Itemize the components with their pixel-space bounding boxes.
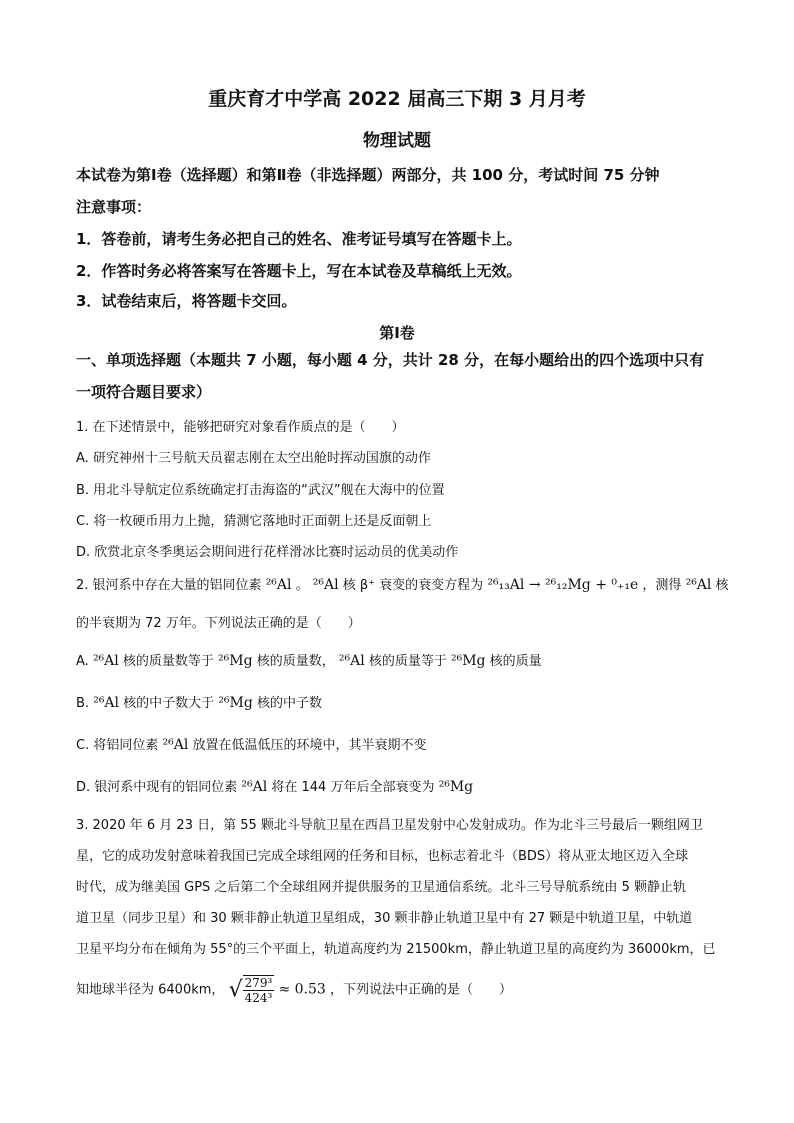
question-1-option-c: C. 将一枚硬币用力上抛，猜测它落地时正面朝上还是反面朝上 xyxy=(76,514,432,529)
q2-decay-equation: ²⁶₁₃Al → ²⁶₁₂Mg + ⁰₊₁e xyxy=(487,577,639,593)
question-2-stem-line-1 xyxy=(76,574,729,593)
q2-formula-al26-c: ²⁶Al xyxy=(685,577,712,593)
question-3-line-2: 星，它的成功发射意味着我国已完成全球组网的任务和目标，也标志着北斗（BDS）将从亚太地区迈入全球 xyxy=(76,849,689,864)
section-title: 第Ⅰ卷 xyxy=(379,324,415,342)
sqrt-fraction: $\frac{\text{279³}}{\text{424³}}$ xyxy=(244,976,273,1005)
question-3-line-1: 3. 2020 年 6 月 23 日，第 55 颗北斗导航卫星在西昌卫星发射中心发射成功。作为北斗三号最后一颗组网卫 xyxy=(76,818,703,833)
question-3-line-5: 卫星平均分布在倾角为 55°的三个平面上，轨道高度约为 21500km，静止轨道卫星的高度约为 36000km，已 xyxy=(76,942,716,957)
notice-item-3: 3．试卷结束后，将答题卡交回。 xyxy=(76,292,297,310)
question-2-option-c: C. 将铝同位素 ²⁶Al 放置在低温低压的环境中，其半衰期不变 xyxy=(76,737,427,753)
sqrt-sign-icon: √ xyxy=(228,977,243,1003)
q2-text-a: 2. 银河系中存在大量的铝同位素 xyxy=(76,578,262,593)
exam-title: 重庆育才中学高 2022 届高三下期 3 月月考 xyxy=(208,88,586,110)
question-3-line-4: 道卫星（同步卫星）和 30 颗非静止轨道卫星组成，30 颗非静止轨道卫星中有 27 颗是中轨道卫星，中轨道 xyxy=(76,911,693,926)
question-3-line-3: 时代，成为继美国 GPS 之后第二个全球组网并提供服务的卫星通信系统。北斗三号导航系统由 5 颗静止轨 xyxy=(76,880,686,895)
section-instructions-line-2: 一项符合题目要求） xyxy=(76,383,212,401)
question-3-line-6: 知地球半径为 6400km， √ $\frac{\text{279³}}{\text{424³}}$ ≈ 0.53 ，下列说法中正确的是（ ） xyxy=(76,976,512,1005)
question-2-option-d: D. 银河系中现有的铝同位素 ²⁶Al 将在 144 万年后全部衰变为 ²⁶Mg xyxy=(76,779,474,795)
notice-item-2: 2．作答时务必将答案写在答题卡上，写在本试卷及草稿纸上无效。 xyxy=(76,262,522,280)
exam-intro: 本试卷为第Ⅰ卷（选择题）和第Ⅱ卷（非选择题）两部分，共 100 分，考试时间 75 分钟 xyxy=(76,166,660,184)
question-2-option-a: A. ²⁶Al 核的质量数等于 ²⁶Mg 核的质量数， ²⁶Al 核的质量等于 ²⁶Mg 核的质量 xyxy=(76,653,542,669)
exam-subject: 物理试题 xyxy=(363,131,431,151)
q2-text-d: ，测得 xyxy=(642,578,682,593)
question-2-option-b: B. ²⁶Al 核的中子数大于 ²⁶Mg 核的中子数 xyxy=(76,695,322,711)
q2-text-c: 核 β⁺ 衰变的衰变方程为 xyxy=(342,578,484,593)
question-1-option-a: A. 研究神州十三号航天员翟志刚在太空出舱时挥动国旗的动作 xyxy=(76,451,431,466)
q2-text-b: 。 xyxy=(295,578,309,593)
notice-item-1: 1．答卷前，请考生务必把自己的姓名、准考证号填写在答题卡上。 xyxy=(76,230,522,248)
q2-formula-al26-b: ²⁶Al xyxy=(312,577,339,593)
q2-formula-al26: ²⁶Al xyxy=(265,577,292,593)
question-1-option-b: B. 用北斗导航定位系统确定打击海盗的“武汉”舰在大海中的位置 xyxy=(76,483,445,498)
notice-heading: 注意事项： xyxy=(76,198,152,216)
question-2-stem-line-2: 的半衰期为 72 万年。下列说法正确的是（ ） xyxy=(76,616,361,631)
section-instructions-line-1: 一、单项选择题（本题共 7 小题，每小题 4 分，共计 28 分，在每小题给出的四个选项中只有 xyxy=(76,351,705,369)
question-1-option-d: D. 欣赏北京冬季奥运会期间进行花样滑冰比赛时运动员的优美动作 xyxy=(76,545,459,560)
q2-text-e: 核 xyxy=(715,578,729,593)
question-1-stem: 1. 在下述情景中，能够把研究对象看作质点的是（ ） xyxy=(76,420,405,435)
